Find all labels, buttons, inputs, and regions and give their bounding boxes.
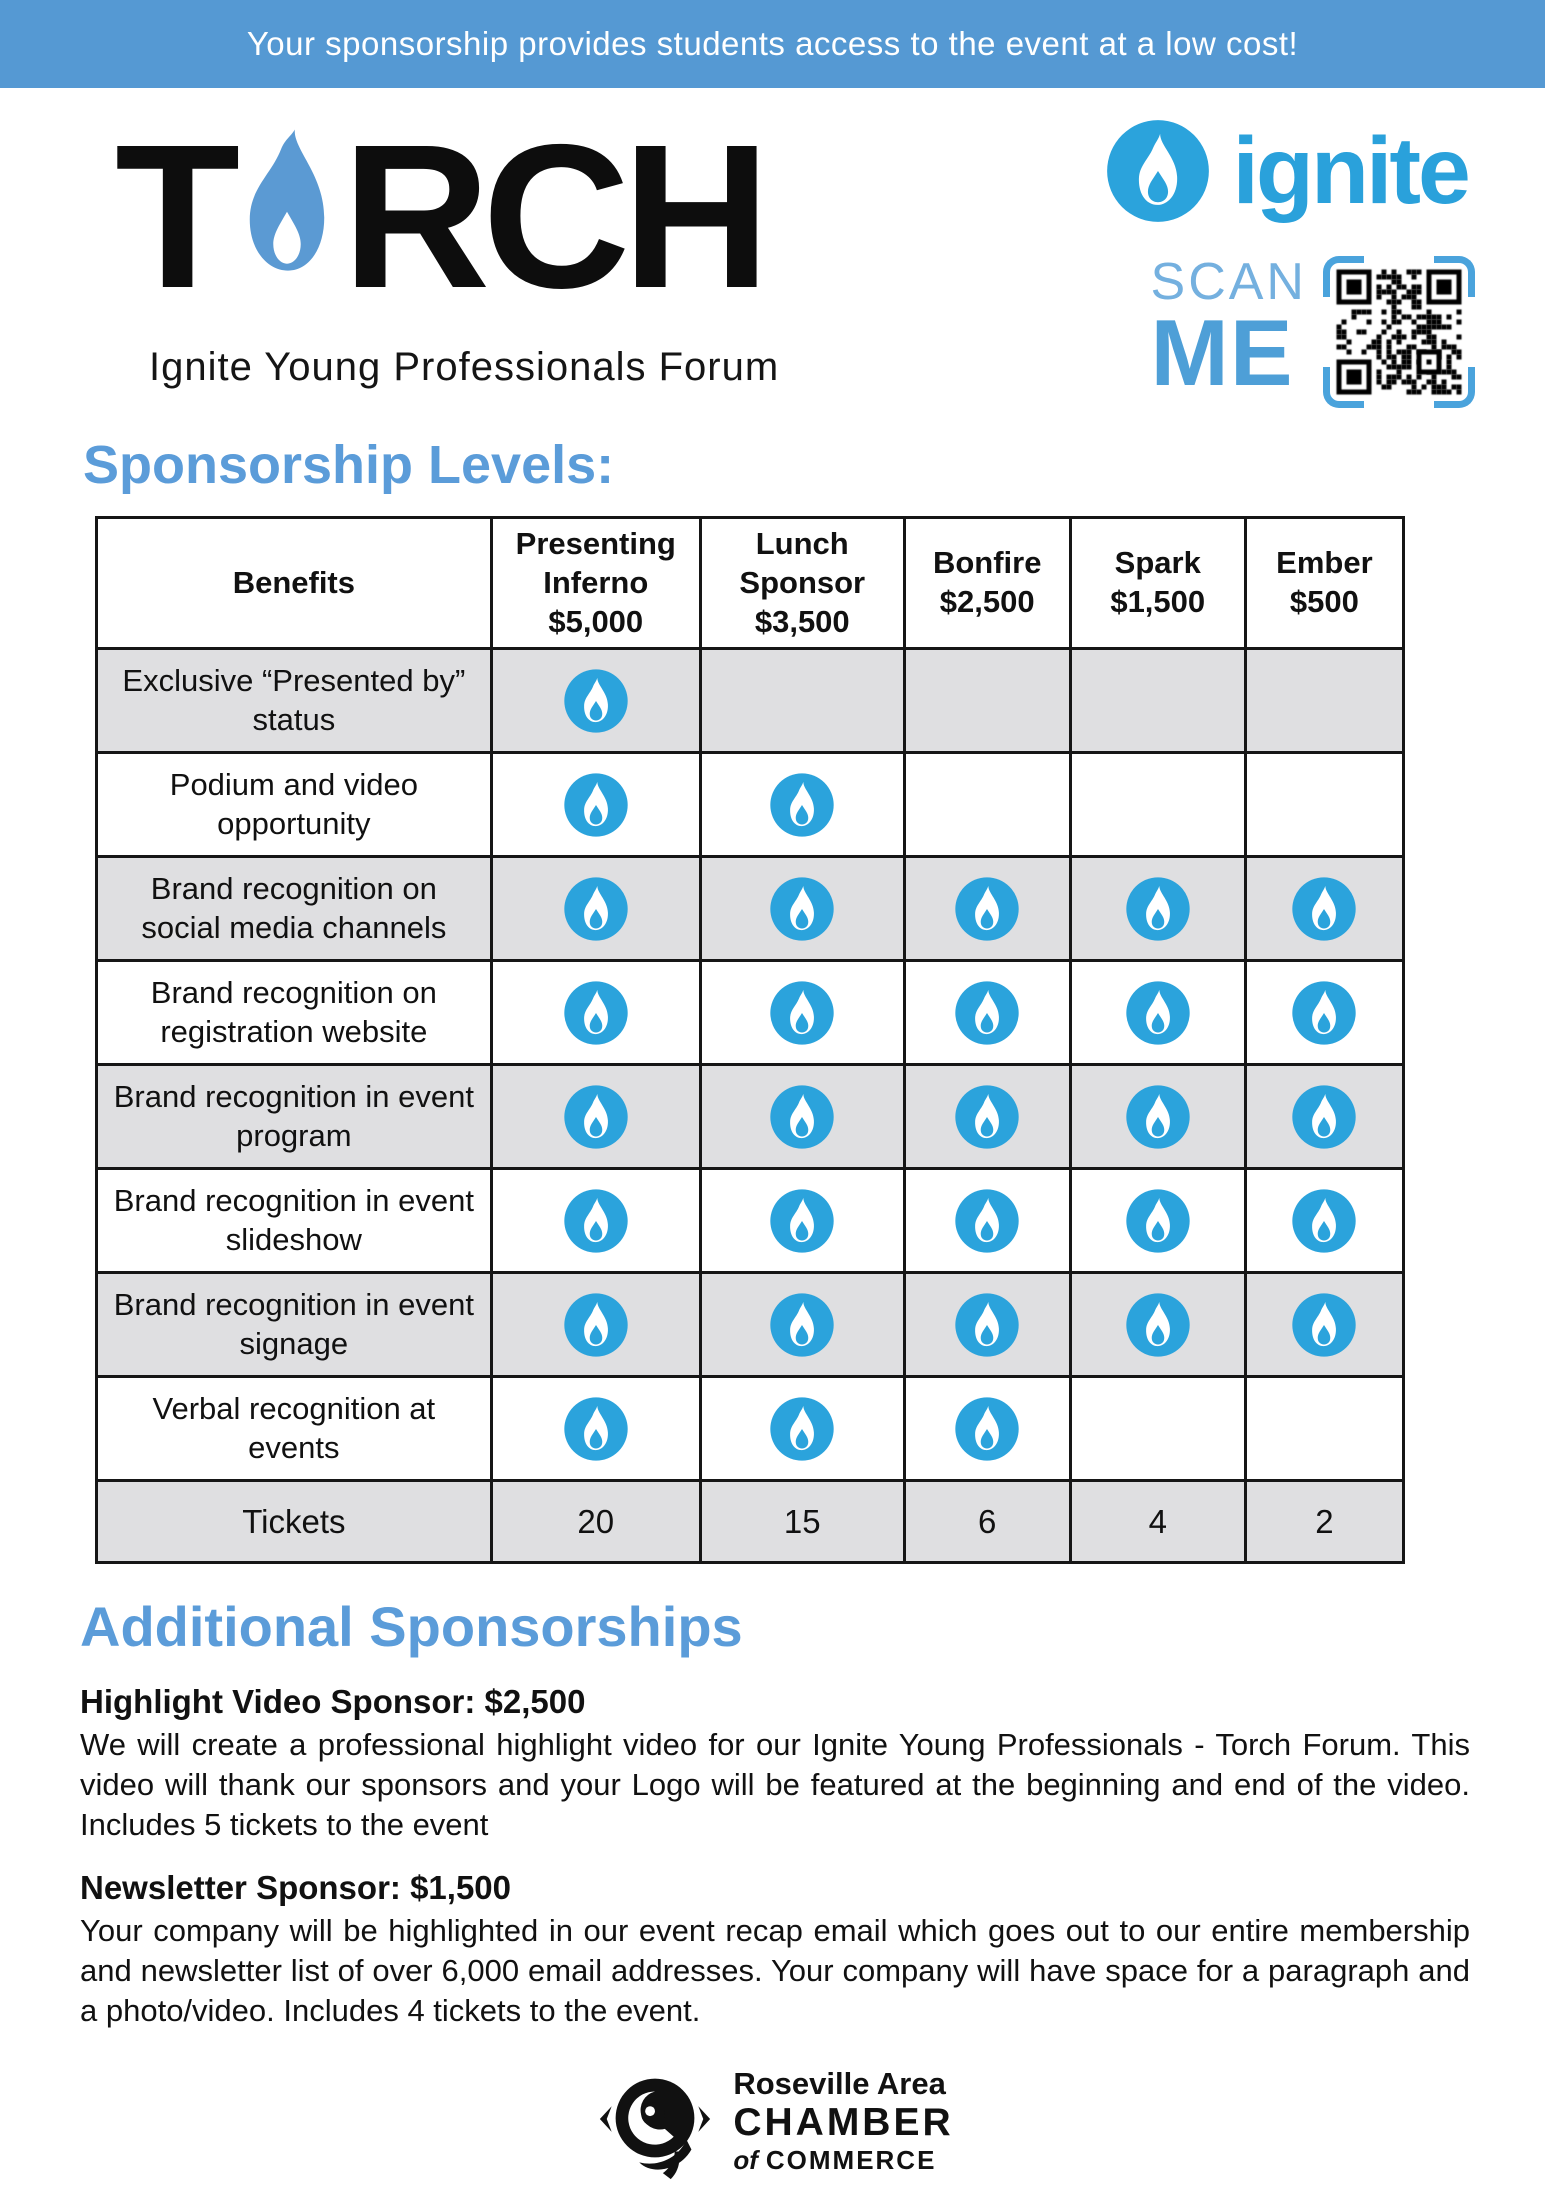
flame-icon	[563, 668, 629, 734]
flame-icon	[954, 1396, 1020, 1462]
empty-cell	[1245, 649, 1403, 753]
flame-cell	[1245, 961, 1403, 1065]
benefit-row	[97, 961, 1404, 1065]
benefit-label: Brand recognition in event program	[97, 1065, 492, 1169]
chamber-commerce-word: COMMERCE	[765, 2145, 937, 2176]
flame-cell	[700, 1377, 904, 1481]
ignite-wordmark: ignite	[1232, 117, 1468, 224]
flame-cell	[904, 961, 1070, 1065]
flame-icon	[1291, 1292, 1357, 1358]
flame-cell	[491, 649, 700, 753]
flame-cell	[491, 857, 700, 961]
benefit-label: Podium and video opportunity	[97, 753, 492, 857]
tickets-value: 20	[491, 1481, 700, 1563]
flame-icon	[769, 876, 835, 942]
flame-icon	[954, 1188, 1020, 1254]
benefit-label: Brand recognition on registration website	[97, 961, 492, 1065]
flame-icon	[563, 876, 629, 942]
empty-cell	[904, 649, 1070, 753]
flame-icon	[1291, 1084, 1357, 1150]
rose-icon	[591, 2057, 719, 2185]
empty-cell	[1070, 753, 1245, 857]
torch-letter-t: T	[115, 102, 233, 331]
flame-cell	[700, 1065, 904, 1169]
torch-logo	[115, 102, 780, 390]
flame-icon	[563, 1292, 629, 1358]
empty-cell	[1245, 753, 1403, 857]
flame-cell	[904, 1377, 1070, 1481]
benefit-row	[97, 1065, 1404, 1169]
tickets-value: 4	[1070, 1481, 1245, 1563]
qr-image	[1334, 267, 1464, 397]
flame-cell	[1070, 961, 1245, 1065]
newsletter-sponsor	[80, 1869, 1470, 2031]
flame-cell	[1245, 1273, 1403, 1377]
flame-cell	[491, 1169, 700, 1273]
flame-icon	[1125, 876, 1191, 942]
flame-cell	[491, 961, 700, 1065]
benefit-label: Brand recognition in event signage	[97, 1273, 492, 1377]
empty-cell	[904, 753, 1070, 857]
chamber-line3	[733, 2147, 953, 2174]
flame-icon	[769, 772, 835, 838]
flame-cell	[700, 1273, 904, 1377]
flame-cell	[1245, 1065, 1403, 1169]
tickets-value: 15	[700, 1481, 904, 1563]
column-header-benefits: Benefits	[97, 518, 492, 649]
flame-icon	[1291, 876, 1357, 942]
header	[0, 88, 1545, 408]
torch-subtitle: Ignite Young Professionals Forum	[149, 345, 780, 389]
benefit-label: Exclusive “Presented by” status	[97, 649, 492, 753]
newsletter-title: Newsletter Sponsor: $1,500	[80, 1869, 511, 1907]
benefit-row	[97, 649, 1404, 753]
benefit-label: Brand recognition in event slideshow	[97, 1169, 492, 1273]
chamber-text	[733, 2065, 954, 2176]
empty-cell	[700, 649, 904, 753]
flame-icon	[954, 980, 1020, 1046]
flame-icon	[769, 1188, 835, 1254]
tickets-value: 6	[904, 1481, 1070, 1563]
chamber-of-word: of	[733, 2145, 758, 2176]
column-header: Presenting Inferno $5,000	[491, 518, 700, 649]
newsletter-body: Your company will be highlighted in our event recap email which goes out to our entire membership and newsletter list of over 6,000 email addresses. Your company will have space for a paragraph and a photo/video. Includes 4 tickets to the event.	[80, 1913, 1470, 2029]
benefit-label: Verbal recognition at events	[97, 1377, 492, 1481]
flame-icon	[1125, 1084, 1191, 1150]
flame-icon	[954, 1084, 1020, 1150]
ignite-flame-icon	[1105, 118, 1211, 224]
flame-cell	[904, 1169, 1070, 1273]
flame-icon	[1291, 1188, 1357, 1254]
flame-icon	[1125, 1292, 1191, 1358]
flame-icon	[563, 1396, 629, 1462]
flame-cell	[904, 1065, 1070, 1169]
flame-cell	[700, 857, 904, 961]
column-header: Lunch Sponsor $3,500	[700, 518, 904, 649]
flame-icon	[954, 1292, 1020, 1358]
flame-icon	[954, 876, 1020, 942]
scan-me-block	[1150, 253, 1475, 408]
flame-icon	[769, 1084, 835, 1150]
flame-icon	[769, 1292, 835, 1358]
flame-cell	[1245, 857, 1403, 961]
flame-cell	[491, 753, 700, 857]
flame-cell	[491, 1273, 700, 1377]
qr-code	[1323, 256, 1475, 408]
flame-cell	[491, 1065, 700, 1169]
torch-letters-rch: RCH	[342, 102, 763, 331]
column-header: Ember $500	[1245, 518, 1403, 649]
tickets-row	[97, 1481, 1404, 1563]
empty-cell	[1245, 1377, 1403, 1481]
flame-cell	[700, 961, 904, 1065]
banner-text: Your sponsorship provides students access to the event at a low cost!	[246, 25, 1299, 62]
highlight-video-title: Highlight Video Sponsor: $2,500	[80, 1683, 586, 1721]
flame-cell	[904, 857, 1070, 961]
flame-cell	[700, 753, 904, 857]
flame-cell	[1070, 1169, 1245, 1273]
table-header	[97, 518, 1404, 649]
flame-cell	[700, 1169, 904, 1273]
benefit-label: Brand recognition on social media channels	[97, 857, 492, 961]
additional-sponsorships-heading: Additional Sponsorships	[80, 1595, 743, 1659]
column-header: Bonfire $2,500	[904, 518, 1070, 649]
flame-icon	[1125, 1188, 1191, 1254]
me-word: ME	[1150, 300, 1294, 405]
flame-icon	[563, 1188, 629, 1254]
ignite-scan-block	[1105, 118, 1475, 408]
flame-cell	[904, 1273, 1070, 1377]
flame-cell	[1070, 857, 1245, 961]
torch-wordmark	[115, 102, 779, 331]
flame-icon	[769, 980, 835, 1046]
sponsorship-levels-heading: Sponsorship Levels:	[83, 435, 615, 495]
top-banner	[0, 0, 1545, 88]
tickets-value: 2	[1245, 1481, 1403, 1563]
highlight-video-sponsor	[80, 1683, 1470, 1845]
flame-cell	[1070, 1273, 1245, 1377]
highlight-video-body: We will create a professional highlight video for our Ignite Young Professionals - Torch Forum. This video will thank our sponsors and your Logo will be featured at the beginning and end of the video. Includes 5 tickets to the event	[80, 1727, 1470, 1843]
flame-icon	[1125, 980, 1191, 1046]
torch-flame-icon	[238, 115, 336, 287]
benefit-row	[97, 1273, 1404, 1377]
sponsorship-levels-table	[95, 516, 1405, 1564]
tickets-label: Tickets	[97, 1481, 492, 1563]
benefit-row	[97, 1169, 1404, 1273]
scan-word: SCAN	[1150, 253, 1307, 311]
flame-icon	[769, 1396, 835, 1462]
scan-me-text	[1150, 253, 1307, 405]
flame-icon	[563, 772, 629, 838]
empty-cell	[1070, 649, 1245, 753]
ignite-logo	[1105, 118, 1468, 224]
flame-icon	[563, 1084, 629, 1150]
flame-icon	[1291, 980, 1357, 1046]
benefit-row	[97, 753, 1404, 857]
empty-cell	[1070, 1377, 1245, 1481]
chamber-line1: Roseville Area	[733, 2065, 946, 2101]
flame-cell	[491, 1377, 700, 1481]
flame-cell	[1070, 1065, 1245, 1169]
benefit-row	[97, 857, 1404, 961]
benefit-row	[97, 1377, 1404, 1481]
column-header: Spark $1,500	[1070, 518, 1245, 649]
chamber-line2: CHAMBER	[733, 2101, 954, 2145]
flame-cell	[1245, 1169, 1403, 1273]
flame-icon	[563, 980, 629, 1046]
chamber-logo	[0, 2057, 1545, 2185]
